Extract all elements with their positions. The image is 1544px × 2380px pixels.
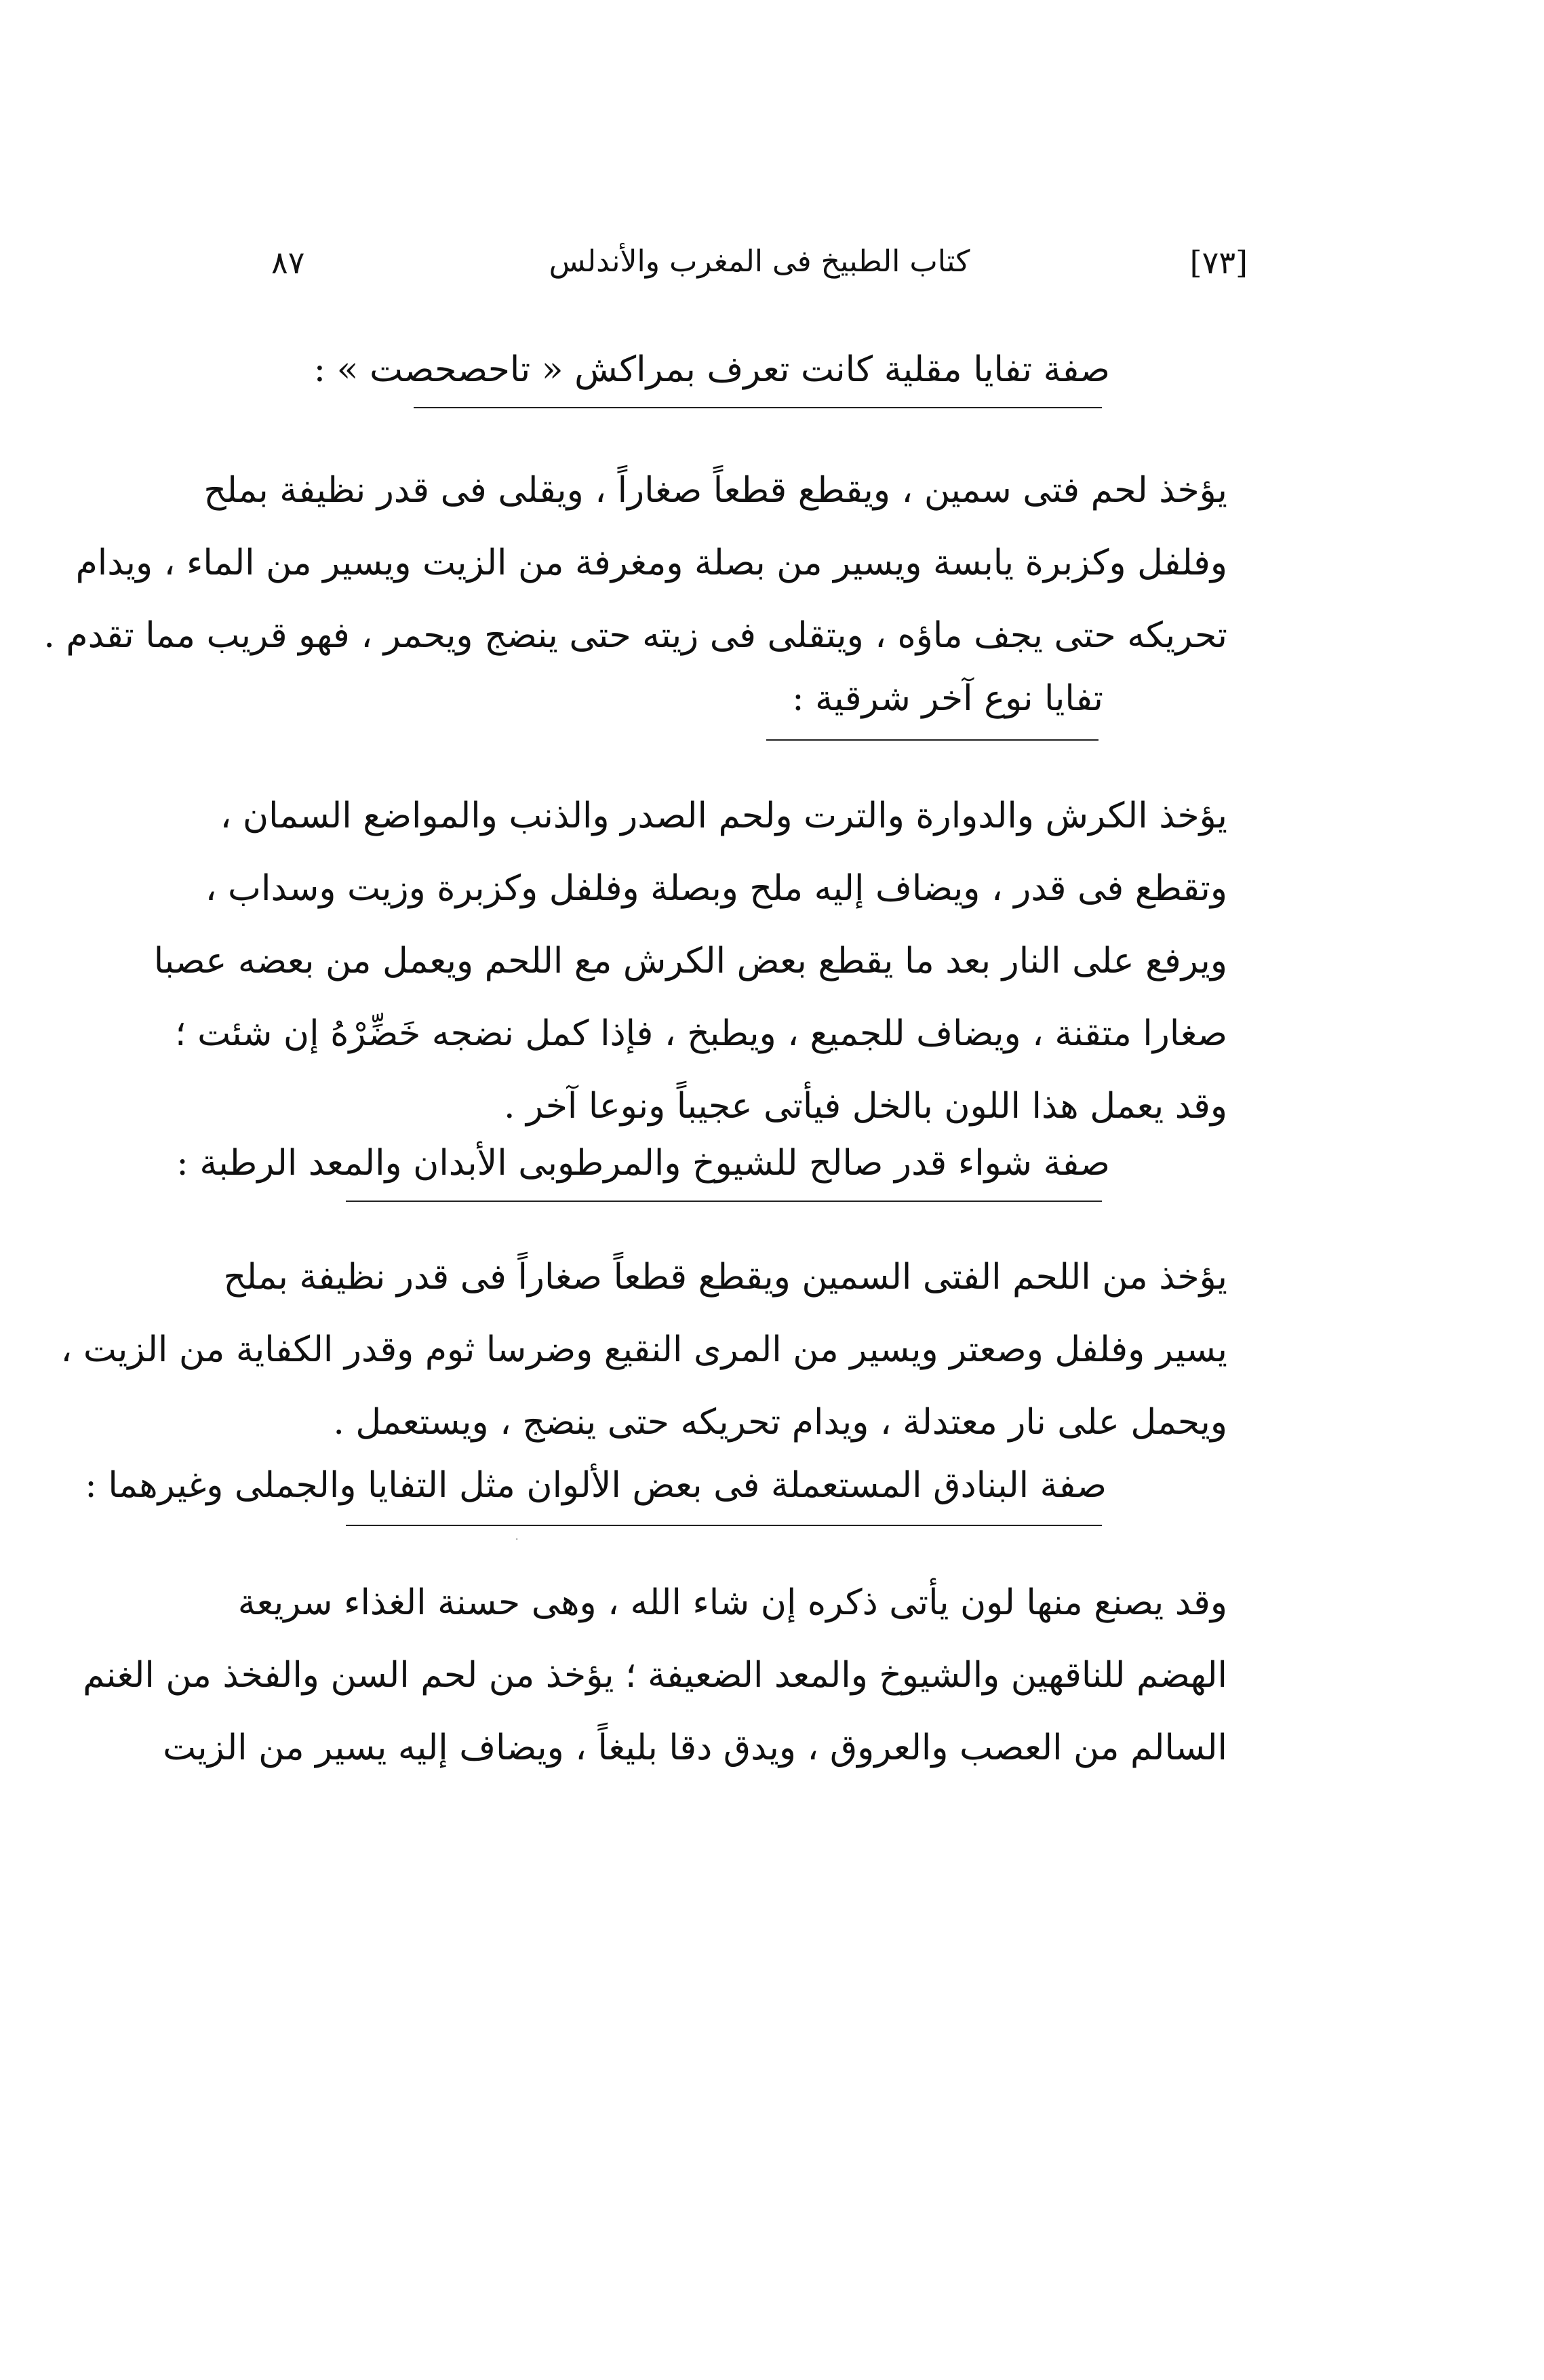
text-line: تحريكه حتى يجف ماؤه ، ويتقلى فى زيته حتى ينضج ويحمر ، فهو قريب مما تقدم .: [43, 615, 1227, 656]
text-line: الهضم للناقهين والشيوخ والمعد الضعيفة ؛ يؤخذ من لحم السن والفخذ من الغنم: [83, 1655, 1227, 1696]
text-line: صغارا متقنة ، ويضاف للجميع ، ويطبخ ، فإذا كمل نضجه خَضِّرْهُ إن شئت ؛: [175, 1013, 1227, 1054]
page-number: ٨٧: [271, 244, 305, 281]
section-number: [٧٣]: [1189, 244, 1248, 281]
text-line: يسير وفلفل وصعتر ويسير من المرى النقيع وضرسا ثوم وقدر الكفاية من الزيت ،: [60, 1329, 1227, 1370]
paragraph: [83, 1567, 1227, 1784]
paragraph: [43, 454, 1227, 672]
text-line: ويرفع على النار بعد ما يقطع بعض الكرش مع اللحم ويعمل من بعضه عصبا: [153, 941, 1227, 981]
text-line: وفلفل وكزبرة يابسة ويسير من بصلة ومغرفة من الزيت ويسير من الماء ، ويدام: [75, 543, 1227, 583]
section-heading: صفة شواء قدر صالح للشيوخ والمرطوبى الأبدان والمعد الرطبة :: [176, 1143, 1110, 1184]
text-line: السالم من العصب والعروق ، ويدق دقا بليغاً ، ويضاف إليه يسير من الزيت: [163, 1728, 1227, 1768]
heading-rule: [414, 407, 1102, 408]
heading-rule: [346, 1201, 1102, 1202]
text-line: وقد يصنع منها لون يأتى ذكره إن شاء الله ، وهى حسنة الغذاء سريعة: [237, 1582, 1227, 1623]
text-line: ويحمل على نار معتدلة ، ويدام تحريكه حتى ينضج ، ويستعمل .: [333, 1402, 1227, 1443]
paragraph: [60, 1241, 1227, 1459]
text-line: وتقطع فى قدر ، ويضاف إليه ملح وبصلة وفلفل وكزبرة وزيت وسداب ،: [205, 868, 1227, 909]
book-title: كتاب الطبيخ فى المغرب والأندلس: [549, 244, 970, 279]
heading-rule: [766, 739, 1098, 741]
text-line: يؤخذ من اللحم الفتى السمين ويقطع قطعاً صغاراً فى قدر نظيفة بملح: [223, 1257, 1227, 1298]
heading-rule: [346, 1525, 1102, 1526]
text-line: يؤخذ الكرش والدوارة والترت ولحم الصدر والذنب والمواضع السمان ،: [220, 796, 1227, 836]
section-heading: صفة تفايا مقلية كانت تعرف بمراكش « تاحصحصت » :: [313, 349, 1110, 390]
text-line: وقد يعمل هذا اللون بالخل فيأتى عجيباً ونوعا آخر .: [503, 1086, 1227, 1127]
running-head: [271, 244, 1248, 298]
section-heading: تفايا نوع آخر شرقية :: [792, 678, 1103, 719]
text-line: يؤخذ لحم فتى سمين ، ويقطع قطعاً صغاراً ، ويقلى فى قدر نظيفة بملح: [203, 470, 1227, 511]
paragraph: [153, 780, 1227, 1143]
printer-mark: ·: [515, 1534, 519, 1545]
section-heading: صفة البنادق المستعملة فى بعض الألوان مثل التفايا والجملى وغيرهما :: [85, 1465, 1107, 1506]
